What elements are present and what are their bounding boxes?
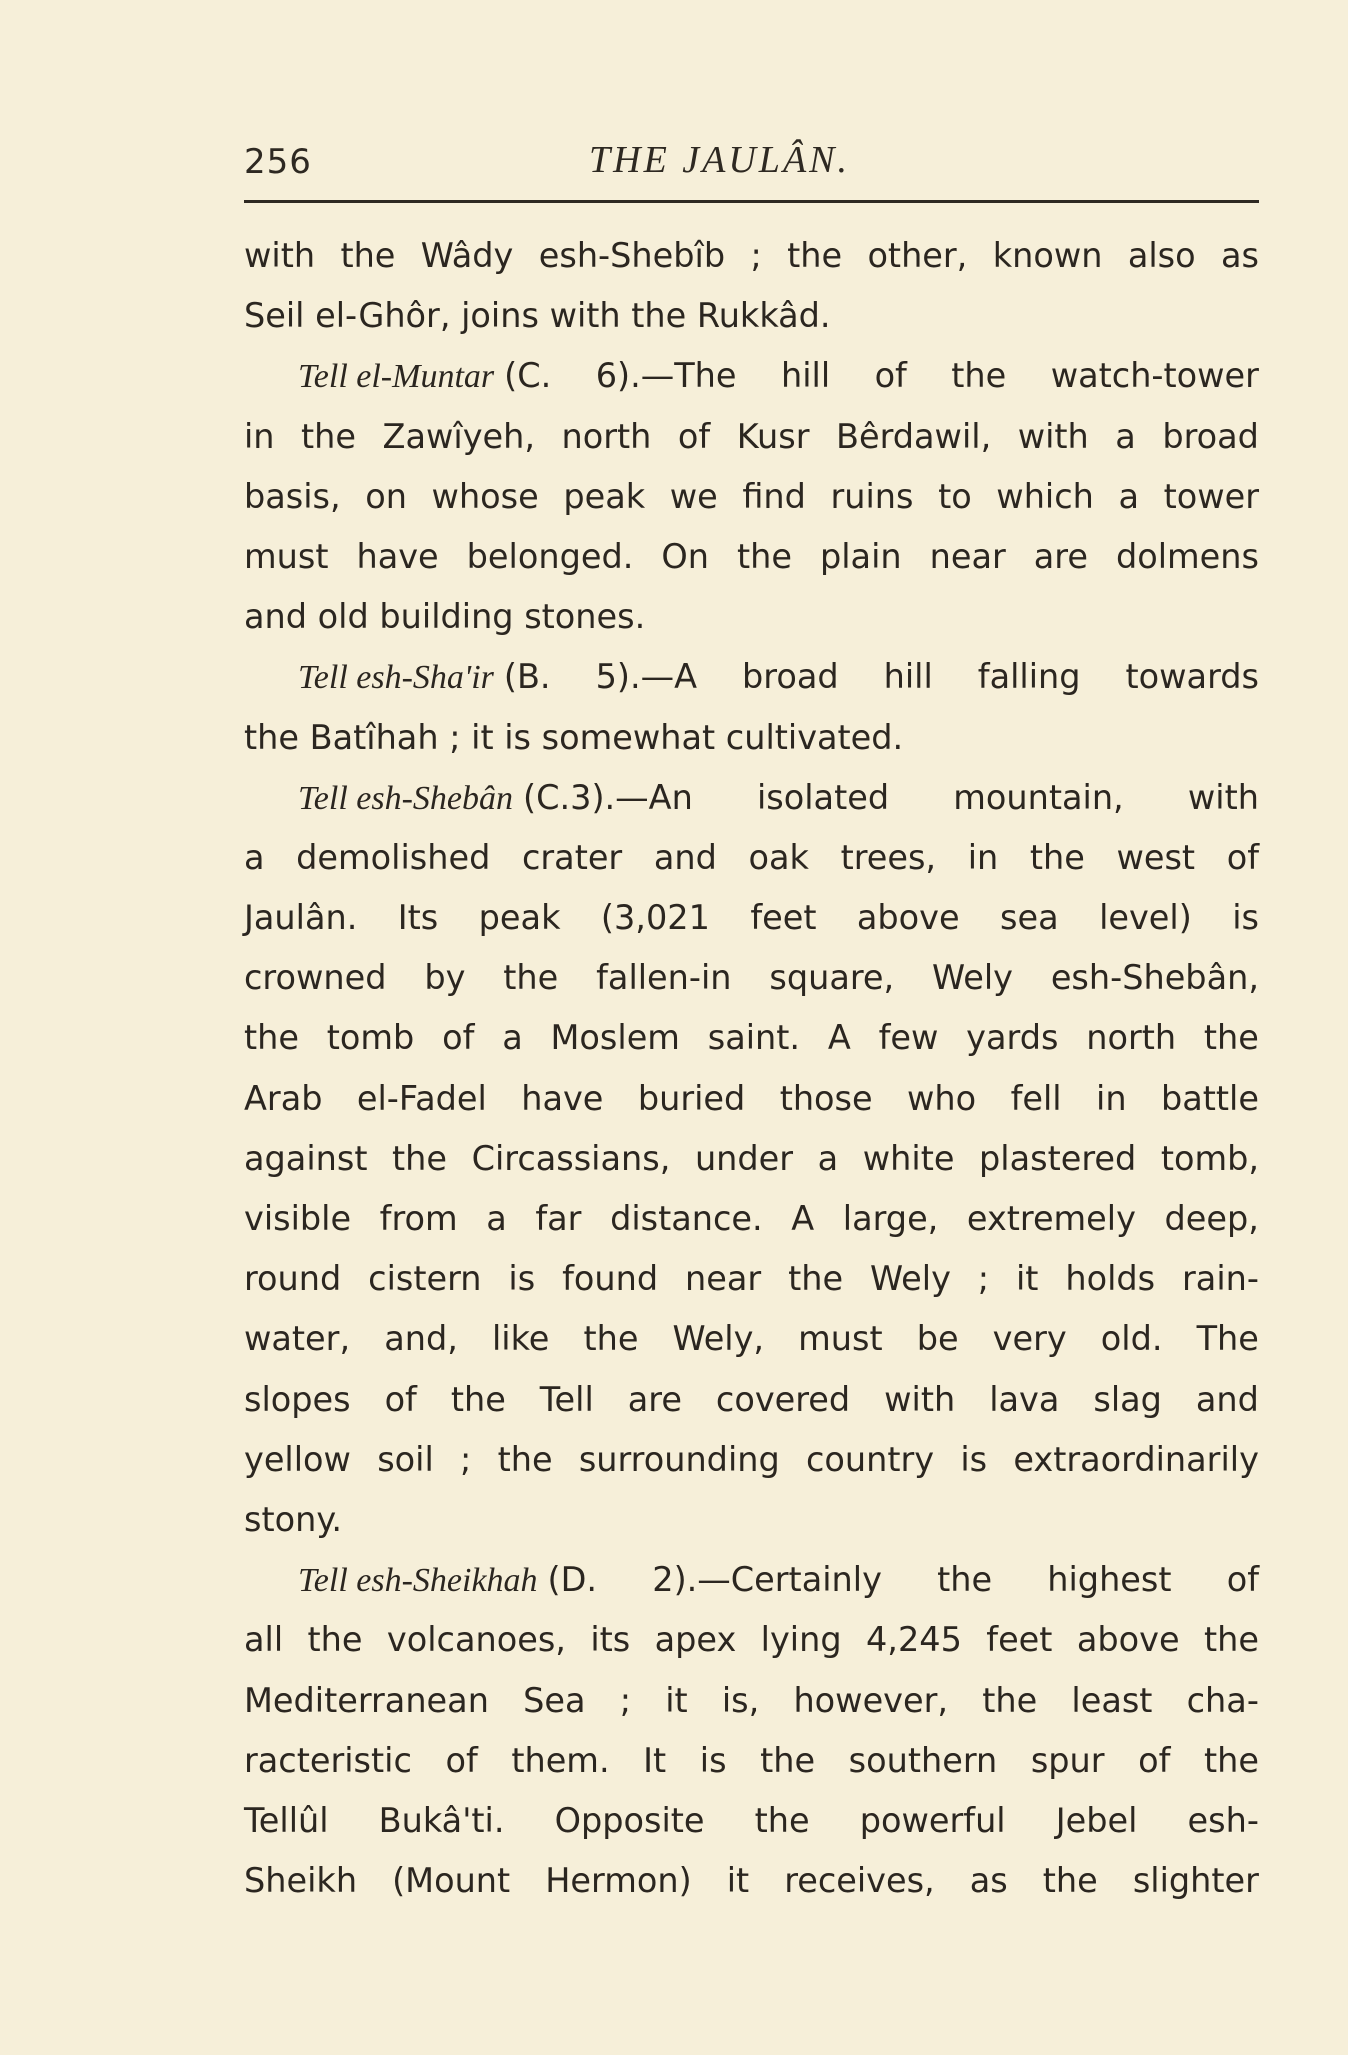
word: against bbox=[244, 1138, 368, 1178]
word: spur bbox=[1030, 1740, 1105, 1780]
word: with bbox=[244, 236, 316, 275]
word: lava bbox=[989, 1379, 1060, 1419]
word: Jebel bbox=[1055, 1800, 1138, 1840]
word: Sea bbox=[523, 1680, 586, 1720]
line-text bbox=[244, 1370, 1259, 1430]
word: least bbox=[1071, 1680, 1153, 1720]
line-text bbox=[244, 1008, 1259, 1068]
word: under bbox=[694, 1138, 794, 1178]
text-line bbox=[244, 1731, 1259, 1791]
word: the bbox=[450, 1379, 506, 1419]
line-text bbox=[504, 647, 1259, 707]
word: holds bbox=[1065, 1259, 1156, 1299]
word: crowned bbox=[244, 958, 387, 998]
word: deep, bbox=[1164, 1199, 1259, 1238]
place-name: Tell el-Muntar bbox=[298, 358, 495, 396]
word: esh-Shebân, bbox=[1050, 958, 1259, 998]
word: by bbox=[424, 958, 466, 998]
word: esh-Shebîb bbox=[538, 236, 726, 275]
text-line bbox=[244, 1791, 1259, 1851]
word: which bbox=[996, 476, 1094, 516]
word: hill bbox=[780, 356, 831, 396]
word: north bbox=[561, 416, 652, 456]
word: country bbox=[806, 1439, 935, 1479]
word: 6).—The bbox=[595, 356, 737, 396]
word: them. bbox=[511, 1740, 610, 1780]
word: tomb, bbox=[1160, 1138, 1259, 1178]
text-line bbox=[244, 527, 1259, 587]
text-line bbox=[244, 346, 1259, 406]
text-line bbox=[244, 948, 1259, 1008]
word: hill bbox=[883, 657, 933, 697]
word: the bbox=[982, 1680, 1038, 1720]
line-text bbox=[548, 1550, 1259, 1610]
word: belonged. bbox=[466, 536, 634, 576]
line-text bbox=[244, 888, 1259, 948]
word: Tell bbox=[539, 1379, 594, 1419]
line-text bbox=[244, 1731, 1259, 1791]
word: trees, bbox=[840, 837, 937, 877]
word: the bbox=[1203, 1018, 1259, 1058]
word: 4,245 bbox=[865, 1620, 962, 1660]
word: yards bbox=[966, 1018, 1059, 1058]
word: is bbox=[699, 1740, 727, 1780]
word: Mediterranean bbox=[244, 1680, 489, 1720]
word: of bbox=[874, 356, 907, 396]
word: visible bbox=[244, 1199, 352, 1238]
text-line bbox=[244, 1430, 1259, 1490]
line-text bbox=[244, 1791, 1259, 1851]
word: the bbox=[736, 536, 792, 576]
word: the bbox=[754, 1800, 810, 1840]
text-line bbox=[244, 407, 1259, 467]
text-line bbox=[244, 587, 1259, 647]
word: sea bbox=[1000, 898, 1059, 938]
text-line bbox=[244, 1851, 1259, 1911]
word: slighter bbox=[1132, 1861, 1259, 1901]
word: be bbox=[916, 1319, 959, 1359]
word: the bbox=[788, 1259, 844, 1299]
word: extremely bbox=[966, 1199, 1136, 1238]
word: ; bbox=[750, 236, 762, 275]
line-text: the Batîhah ; it is somewhat cultivated. bbox=[244, 717, 904, 757]
word: dolmens bbox=[1115, 536, 1259, 576]
word: 2).—Certainly bbox=[652, 1560, 882, 1600]
word: surrounding bbox=[578, 1439, 780, 1479]
word: the bbox=[307, 1620, 363, 1660]
word: battle bbox=[1160, 1078, 1259, 1118]
word: falling bbox=[977, 657, 1081, 697]
line-text bbox=[244, 1309, 1259, 1369]
word: and bbox=[653, 837, 717, 877]
word: fell bbox=[1010, 1078, 1062, 1118]
word: must bbox=[798, 1319, 883, 1359]
word: (B. bbox=[503, 657, 551, 697]
word: esh- bbox=[1187, 1800, 1259, 1840]
line-text bbox=[244, 226, 1259, 286]
word: of bbox=[677, 416, 711, 456]
place-name: Tell esh-Sha'ir bbox=[298, 659, 494, 697]
word: demolished bbox=[296, 837, 491, 877]
text-line bbox=[244, 1309, 1259, 1369]
line-text bbox=[244, 1851, 1259, 1911]
word: receives, bbox=[784, 1861, 935, 1901]
word: yellow bbox=[244, 1439, 351, 1479]
word: as bbox=[969, 1861, 1008, 1901]
word: ; bbox=[977, 1259, 990, 1299]
word: like bbox=[491, 1319, 550, 1359]
word: the bbox=[760, 1740, 816, 1780]
word: are bbox=[627, 1379, 682, 1419]
word: above bbox=[856, 898, 960, 938]
text-line bbox=[244, 647, 1259, 707]
word: the bbox=[1029, 837, 1085, 877]
line-text bbox=[244, 1430, 1259, 1490]
line-text bbox=[244, 828, 1259, 888]
word: the bbox=[583, 1319, 639, 1359]
text-line bbox=[244, 1490, 1259, 1550]
word: the bbox=[392, 1138, 448, 1178]
word: apex bbox=[654, 1620, 737, 1660]
word: the bbox=[301, 416, 357, 456]
word: the bbox=[787, 236, 843, 275]
word: watch-tower bbox=[1050, 356, 1259, 396]
word: feet bbox=[986, 1620, 1053, 1660]
word: A bbox=[827, 1018, 851, 1058]
word: oak bbox=[748, 837, 809, 877]
word: (Mount bbox=[392, 1861, 511, 1901]
word: its bbox=[590, 1620, 631, 1660]
line-text bbox=[244, 1249, 1259, 1309]
body-text bbox=[244, 226, 1259, 1911]
word: near bbox=[685, 1259, 762, 1299]
word: a bbox=[817, 1138, 839, 1178]
word: Zawîyeh, bbox=[382, 416, 536, 456]
word: Its bbox=[397, 898, 439, 938]
word: however, bbox=[793, 1680, 949, 1720]
word: the bbox=[497, 1439, 553, 1479]
word: the bbox=[244, 1018, 299, 1058]
text-line bbox=[244, 1370, 1259, 1430]
word: volcanoes, bbox=[386, 1620, 566, 1660]
word: of bbox=[1226, 837, 1259, 877]
text-line bbox=[244, 1008, 1259, 1068]
word: is bbox=[1232, 898, 1259, 938]
word: the bbox=[1204, 1740, 1259, 1780]
text-line bbox=[244, 768, 1259, 828]
word: it bbox=[665, 1680, 688, 1720]
word: in bbox=[967, 837, 999, 877]
text-line bbox=[244, 1249, 1259, 1309]
text-line bbox=[244, 467, 1259, 527]
word: lying bbox=[760, 1620, 842, 1660]
header-rule bbox=[244, 200, 1259, 203]
line-text bbox=[244, 467, 1259, 527]
word: with bbox=[1187, 777, 1259, 817]
text-line bbox=[244, 1671, 1259, 1731]
line-text: stony. bbox=[244, 1499, 343, 1539]
word: highest bbox=[1047, 1560, 1172, 1600]
word: with bbox=[884, 1379, 956, 1419]
line-text: and old building stones. bbox=[244, 597, 646, 637]
word: is bbox=[960, 1439, 988, 1479]
word: ruins bbox=[830, 476, 914, 516]
word: Tellûl bbox=[244, 1800, 329, 1840]
word: tomb bbox=[326, 1018, 415, 1058]
word: the bbox=[1203, 1620, 1259, 1660]
word: with bbox=[1017, 416, 1089, 456]
word: Kusr bbox=[736, 416, 810, 456]
word: is, bbox=[721, 1680, 760, 1720]
word: Sheikh bbox=[244, 1861, 358, 1901]
line-text bbox=[244, 1129, 1259, 1189]
place-name: Tell esh-Sheikhah bbox=[298, 1562, 538, 1600]
word: ; bbox=[619, 1680, 631, 1720]
word: the bbox=[937, 1560, 993, 1600]
word: whose bbox=[431, 476, 539, 516]
line-text bbox=[244, 527, 1259, 587]
word: old. bbox=[1100, 1319, 1163, 1359]
word: a bbox=[1115, 416, 1136, 456]
running-head bbox=[244, 138, 1259, 188]
word: The bbox=[1196, 1319, 1259, 1359]
line-text bbox=[244, 1610, 1259, 1670]
word: the bbox=[503, 958, 559, 998]
word: we bbox=[669, 476, 718, 516]
word: Bêrdawil, bbox=[835, 416, 992, 456]
word: a bbox=[486, 1199, 507, 1238]
word: also bbox=[1127, 236, 1196, 275]
word: broad bbox=[1162, 416, 1259, 456]
word: plain bbox=[819, 536, 902, 576]
word: known bbox=[992, 236, 1103, 275]
word: of bbox=[1138, 1740, 1171, 1780]
word: slopes bbox=[244, 1379, 351, 1419]
word: is bbox=[508, 1259, 536, 1299]
line-text bbox=[244, 1189, 1259, 1249]
word: it bbox=[726, 1861, 750, 1901]
word: towards bbox=[1125, 657, 1259, 697]
word: very bbox=[992, 1319, 1067, 1359]
word: southern bbox=[848, 1740, 998, 1780]
word: basis, bbox=[244, 476, 341, 516]
word: of bbox=[1226, 1560, 1259, 1600]
text-line bbox=[244, 1129, 1259, 1189]
word: of bbox=[445, 1740, 478, 1780]
text-line bbox=[244, 888, 1259, 948]
word: other, bbox=[867, 236, 968, 275]
word: the bbox=[340, 236, 396, 275]
word: and, bbox=[384, 1319, 458, 1359]
word: to bbox=[938, 476, 972, 516]
word: Hermon) bbox=[545, 1861, 692, 1901]
word: Jaulân. bbox=[244, 898, 358, 938]
word: on bbox=[365, 476, 407, 516]
word: Arab bbox=[244, 1078, 323, 1118]
word: tower bbox=[1163, 476, 1259, 516]
word: in bbox=[244, 416, 275, 456]
word: racteristic bbox=[244, 1740, 412, 1780]
word: feet bbox=[750, 898, 817, 938]
word: are bbox=[1033, 536, 1088, 576]
word: 5).—A bbox=[595, 657, 698, 697]
line-text bbox=[523, 768, 1259, 828]
word: a bbox=[502, 1018, 523, 1058]
word: cistern bbox=[368, 1259, 482, 1299]
word: and bbox=[1195, 1379, 1259, 1419]
line-text bbox=[244, 407, 1259, 467]
line-text bbox=[244, 1671, 1259, 1731]
text-line bbox=[244, 1610, 1259, 1670]
word: must bbox=[244, 536, 329, 576]
word: a bbox=[1118, 476, 1139, 516]
word: (C.3).—An bbox=[523, 777, 693, 817]
word: A bbox=[791, 1199, 815, 1238]
word: (D. bbox=[547, 1560, 598, 1600]
word: cha- bbox=[1186, 1680, 1259, 1720]
word: large, bbox=[842, 1199, 939, 1238]
word: Wâdy bbox=[420, 236, 514, 275]
word: it bbox=[1016, 1259, 1039, 1299]
word: near bbox=[929, 536, 1006, 576]
line-text bbox=[244, 948, 1259, 1008]
text-line bbox=[244, 828, 1259, 888]
line-text: Seil el-Ghôr, joins with the Rukkâd. bbox=[244, 296, 831, 336]
word: white bbox=[862, 1138, 955, 1178]
word: broad bbox=[742, 657, 839, 697]
word: all bbox=[244, 1620, 284, 1660]
word: found bbox=[562, 1259, 659, 1299]
word: Wely bbox=[932, 958, 1013, 998]
word: few bbox=[878, 1018, 939, 1058]
word: above bbox=[1076, 1620, 1180, 1660]
word: distance. bbox=[610, 1199, 763, 1238]
word: isolated bbox=[756, 777, 890, 817]
word: the bbox=[1042, 1861, 1098, 1901]
word: crater bbox=[521, 837, 623, 877]
place-name: Tell esh-Shebân bbox=[298, 779, 514, 817]
word: peak bbox=[563, 476, 646, 516]
word: soil bbox=[377, 1439, 434, 1479]
word: extraordinarily bbox=[1013, 1439, 1259, 1479]
word: It bbox=[643, 1740, 667, 1780]
word: those bbox=[779, 1078, 873, 1118]
word: far bbox=[535, 1199, 582, 1238]
text-line bbox=[244, 708, 1259, 768]
word: buried bbox=[637, 1078, 746, 1118]
word: from bbox=[379, 1199, 458, 1238]
text-line bbox=[244, 1069, 1259, 1129]
word: have bbox=[356, 536, 439, 576]
word: as bbox=[1220, 236, 1259, 275]
text-line bbox=[244, 286, 1259, 346]
word: covered bbox=[715, 1379, 851, 1419]
word: peak bbox=[478, 898, 561, 938]
text-line bbox=[244, 1550, 1259, 1610]
word: Moslem bbox=[550, 1018, 680, 1058]
word: level) bbox=[1099, 898, 1192, 938]
word: el-Fadel bbox=[356, 1078, 487, 1118]
word: have bbox=[521, 1078, 604, 1118]
word: water, bbox=[244, 1319, 351, 1359]
word: Bukâ'ti. bbox=[378, 1800, 505, 1840]
word: the bbox=[951, 356, 1007, 396]
line-text bbox=[244, 1069, 1259, 1129]
word: Wely, bbox=[672, 1319, 765, 1359]
word: plastered bbox=[979, 1138, 1137, 1178]
text-line bbox=[244, 226, 1259, 286]
word: On bbox=[661, 536, 709, 576]
word: saint. bbox=[707, 1018, 801, 1058]
word: a bbox=[244, 837, 265, 877]
word: Circassians, bbox=[471, 1138, 671, 1178]
word: who bbox=[907, 1078, 977, 1118]
word: of bbox=[384, 1379, 417, 1419]
word: slag bbox=[1093, 1379, 1162, 1419]
word: mountain, bbox=[953, 777, 1124, 817]
line-text bbox=[504, 346, 1259, 406]
word: ; bbox=[460, 1439, 472, 1479]
word: (3,021 bbox=[600, 898, 710, 938]
word: Opposite bbox=[554, 1800, 705, 1840]
word: west bbox=[1116, 837, 1196, 877]
word: of bbox=[442, 1018, 475, 1058]
word: in bbox=[1096, 1078, 1127, 1118]
word: find bbox=[742, 476, 806, 516]
word: powerful bbox=[859, 1800, 1006, 1840]
text-line bbox=[244, 1189, 1259, 1249]
word: fallen-in bbox=[596, 958, 732, 998]
word: rain- bbox=[1182, 1259, 1259, 1299]
running-title: THE JAULÂN. bbox=[589, 139, 850, 181]
word: (C. bbox=[504, 356, 552, 396]
page-number: 256 bbox=[244, 142, 312, 182]
word: square, bbox=[769, 958, 895, 998]
word: Wely bbox=[869, 1259, 951, 1299]
word: round bbox=[244, 1259, 342, 1299]
word: north bbox=[1086, 1018, 1177, 1058]
